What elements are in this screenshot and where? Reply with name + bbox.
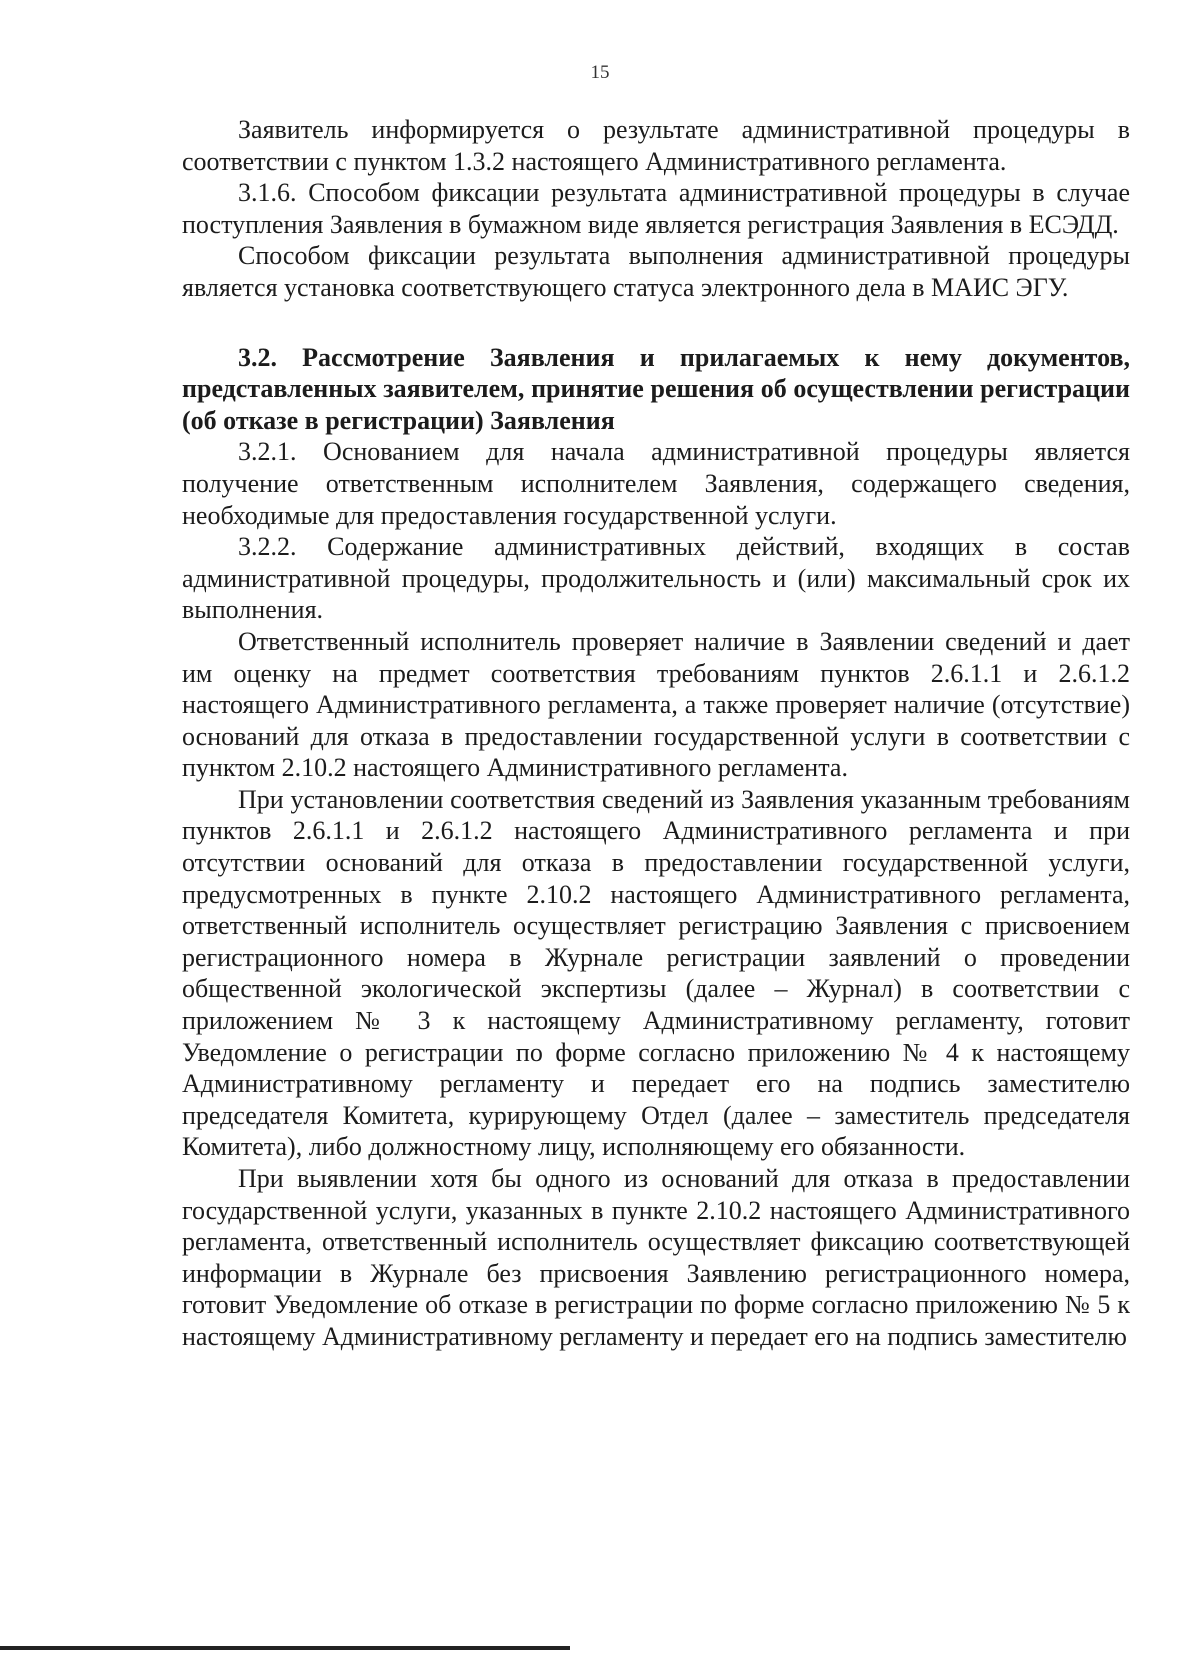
paragraph-refusal: При выявлении хотя бы одного из оснований для отказа в предоставлении государственной услуги, указанных в пункте 2.10.2 настоящего Административного регламента, ответственный исполнитель осуществляет фиксацию соответствующей информации в Журнале без присвоения Заявлению регистрационного номера, готовит Уведомление об отказе в регистрации по форме согласно приложению № 5 к настоящему Административному регламенту и передает его на подпись заместителю bbox=[182, 1164, 1130, 1351]
paragraph-3-1-6: 3.1.6. Способом фиксации результата административной процедуры в случае поступления Заявления в бумажном виде является регистрация Заявления в ЕСЭДД. bbox=[182, 178, 1130, 239]
paragraph-registration: При установлении соответствия сведений из Заявления указанным требованиям пунктов 2.6.1.1 и 2.6.1.2 настоящего Административного регламента и при отсутствии оснований для отказа в предоставлении государственной услуги, предусмотренных в пункте 2.10.2 настоящего Административного регламента, ответственный исполнитель осуществляет регистрацию Заявления с присвоением регистрационного номера в Журнале регистрации заявлений о проведении общественной экологической экспертизы (далее – Журнал) в соответствии с приложением № 3 к настоящему Административному регламенту, готовит Уведомление о регистрации по форме согласно приложению № 4 к настоящему Административному регламенту и передает его на подпись заместителю председателя Комитета, курирующему Отдел (далее – заместитель председателя Комитета), либо должностному лицу, исполняющему его обязанности. bbox=[182, 784, 1130, 1162]
page-number: 15 bbox=[590, 62, 610, 83]
scan-edge-line bbox=[0, 1646, 570, 1650]
paragraph-3-2-2: 3.2.2. Содержание административных действий, входящих в состав административной процедуры, продолжительность и (или) максимальный срок их выполнения. bbox=[182, 532, 1130, 625]
paragraph-3-2-1: 3.2.1. Основанием для начала административной процедуры является получение ответственным исполнителем Заявления, содержащего сведения, необходимые для предоставления государственной услуги. bbox=[182, 437, 1130, 530]
section-heading-3-2: 3.2. Рассмотрение Заявления и прилагаемых к нему документов, представленных заявителем, принятие решения об осуществлении регистрации (об отказе в регистрации) Заявления bbox=[182, 342, 1130, 435]
paragraph-applicant-informed: Заявитель информируется о результате административной процедуры в соответствии с пунктом 1.3.2 настоящего Административного регламента. bbox=[182, 115, 1130, 176]
paragraph-fixation-method: Способом фиксации результата выполнения административной процедуры является установка соответствующего статуса электронного дела в МАИС ЭГУ. bbox=[182, 241, 1130, 302]
paragraph-executor-checks: Ответственный исполнитель проверяет наличие в Заявлении сведений и дает им оценку на предмет соответствия требованиям пунктов 2.6.1.1 и 2.6.1.2 настоящего Административного регламента, а также проверяет наличие (отсутствие) оснований для отказа в предоставлении государственной услуги в соответствии с пунктом 2.10.2 настоящего Административного регламента. bbox=[182, 626, 1130, 783]
document-body bbox=[182, 114, 1130, 1353]
